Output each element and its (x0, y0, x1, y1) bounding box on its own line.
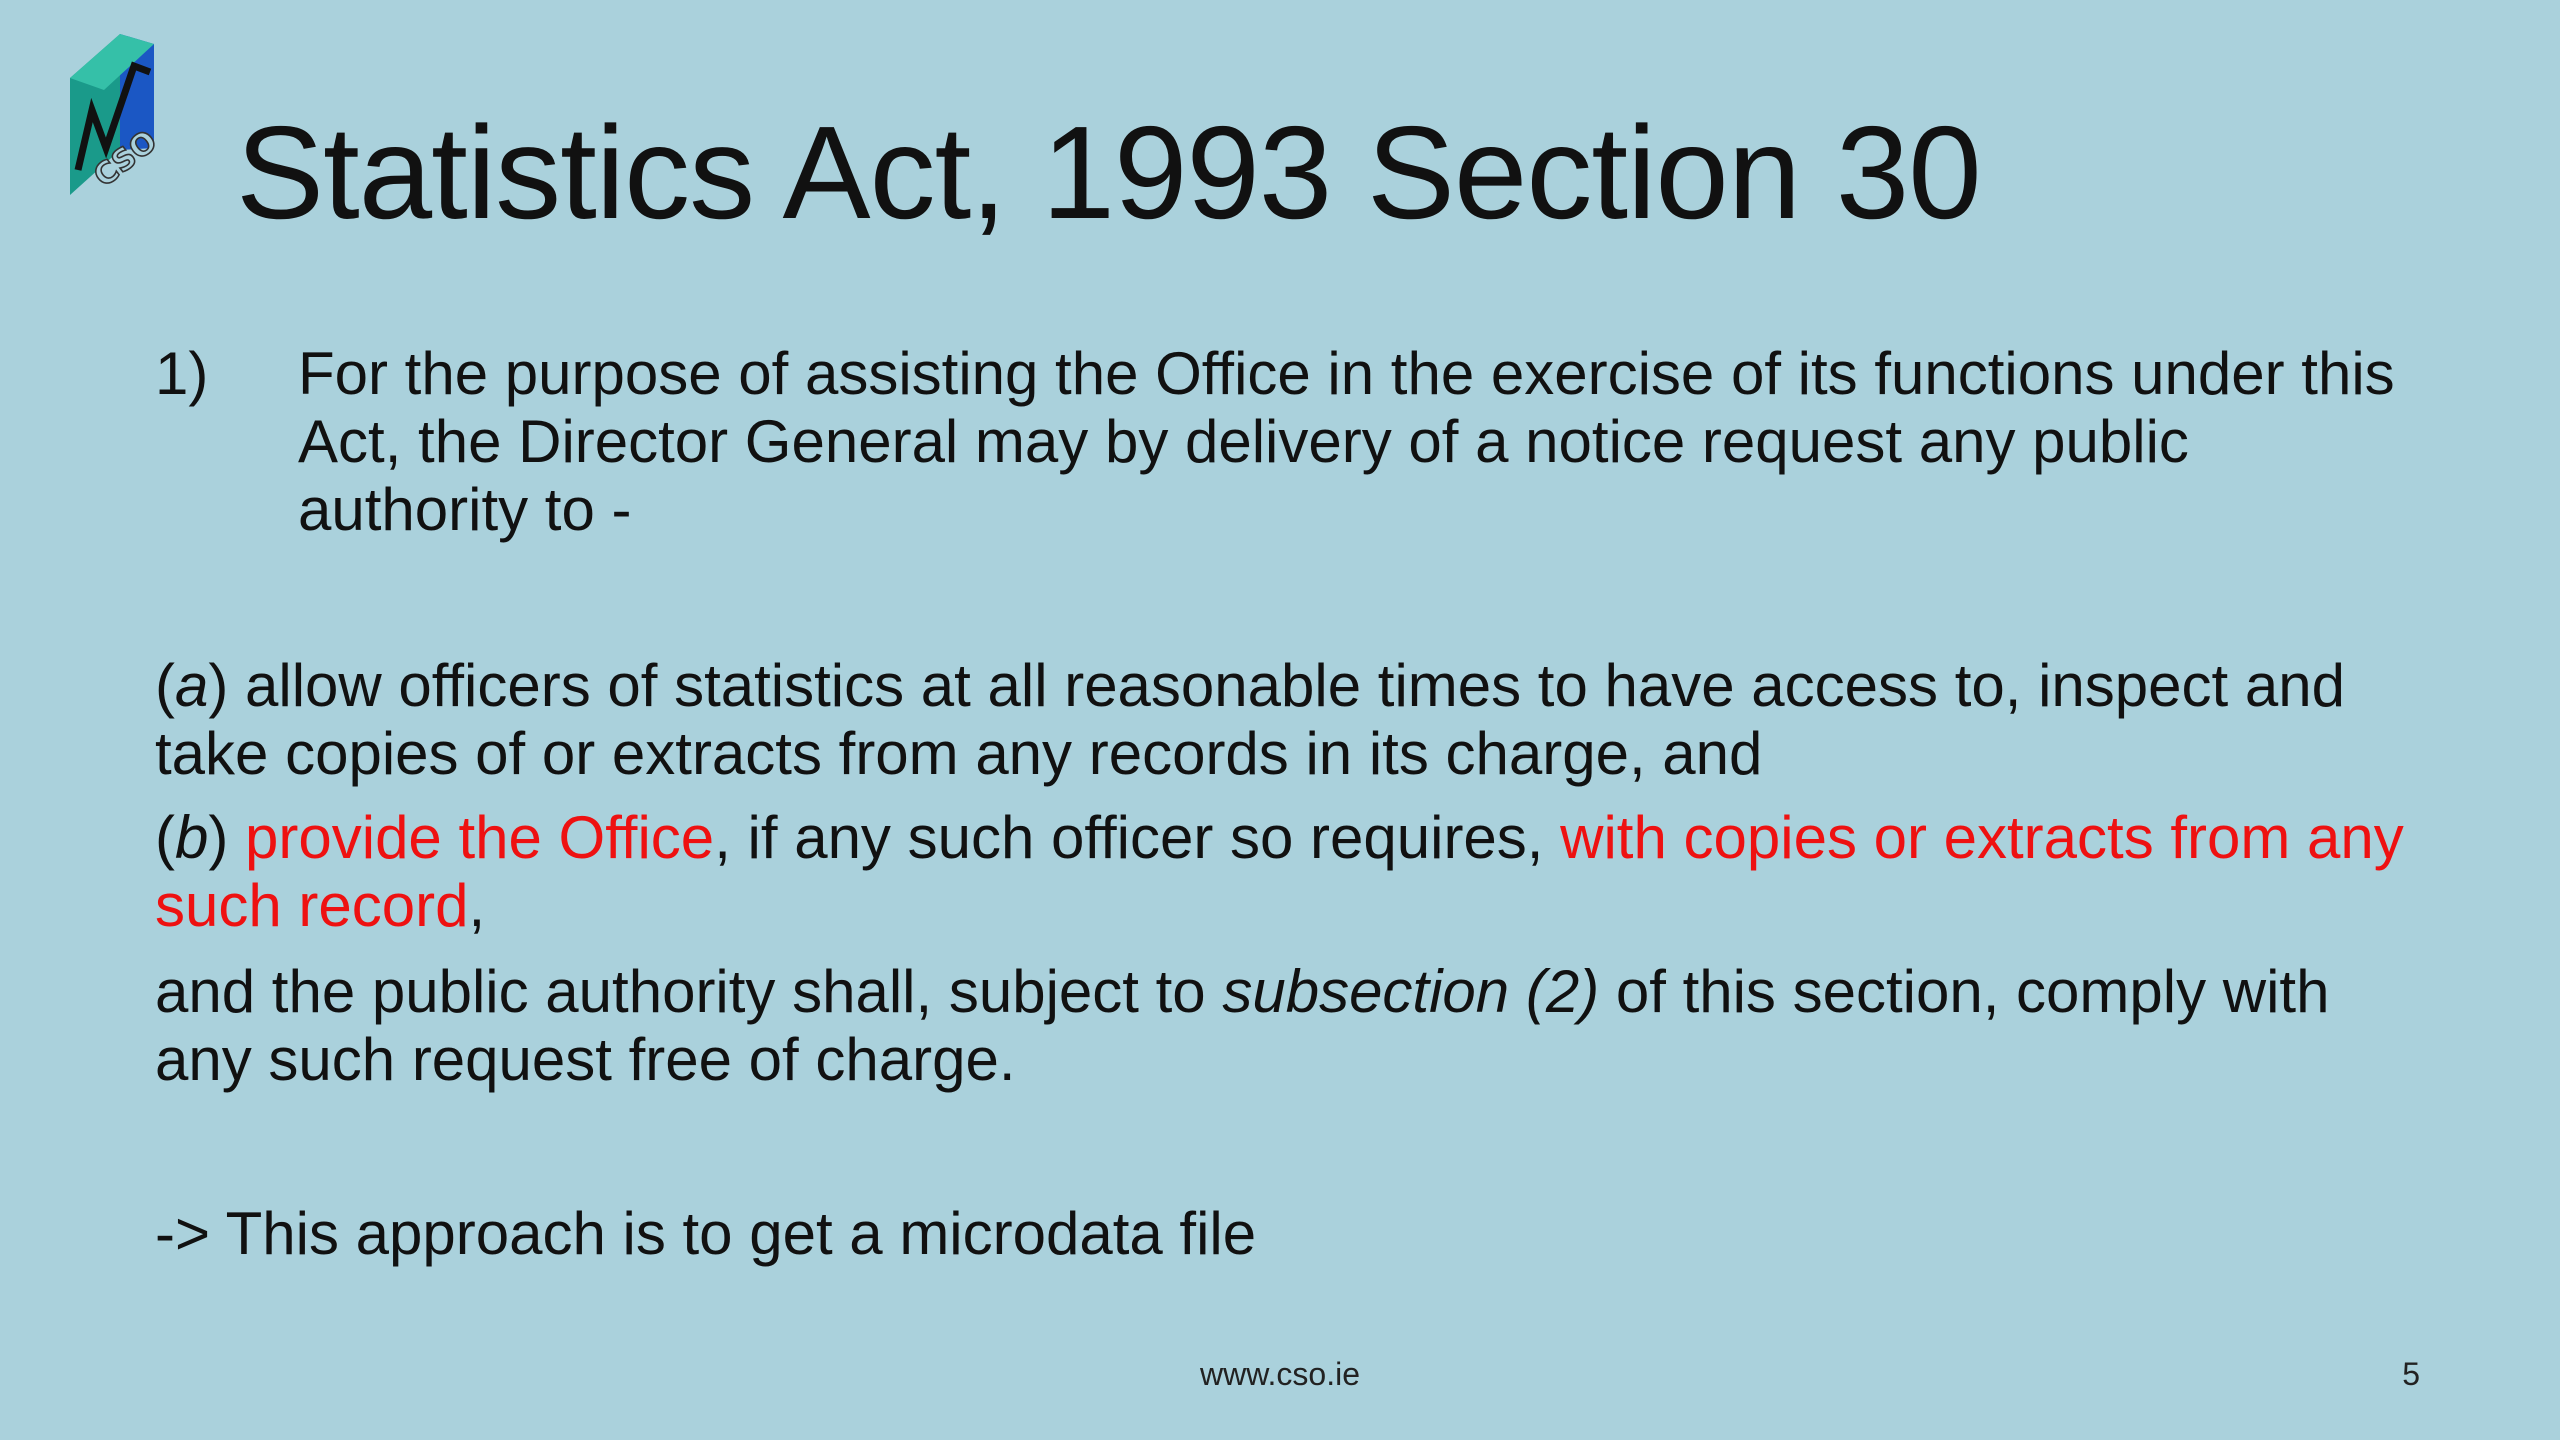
cso-logo-icon (62, 30, 182, 200)
paragraph-a-text: ) allow officers of statistics at all reasonable times to have access to, inspect and take copies of or extracts from any records in its charge, and (155, 652, 2345, 787)
svg-text:CSO: CSO (87, 123, 164, 195)
paragraph-a: (a) allow officers of statistics at all reasonable times to have access to, inspect and take copies of or extracts from any records in its charge, and (155, 652, 2345, 787)
paragraph-b-middle: , if any such officer so requires, (714, 804, 1561, 871)
slide-body (155, 340, 2415, 1268)
section-1-text: For the purpose of assisting the Office in the exercise of its functions under this Act, the Director General may by delivery of a notice request any public authority to - (298, 340, 2395, 543)
paragraph-a-letter: a (174, 652, 209, 719)
highlight-copies-extracts: with copies or extracts from any such record (155, 804, 2404, 939)
section-number: 1) (155, 340, 209, 407)
footer-url: www.cso.ie (1199, 1356, 1361, 1392)
paragraph-c: and the public authority shall, subject to subsection (2) of this section, comply with any such request free of charge. (155, 958, 2330, 1093)
paragraph-b: (b) provide the Office, if any such officer so requires, with copies or extracts from any such record, (155, 804, 2404, 939)
page-number: 5 (2402, 1356, 2420, 1392)
paragraph-b-letter: b (174, 804, 209, 871)
slide-title: Statistics Act, 1993 Section 30 (236, 99, 1981, 246)
section-1 (155, 340, 2415, 544)
subsection-reference: subsection (2) (1222, 958, 1600, 1025)
highlight-provide-office: provide the Office (245, 804, 715, 871)
microdata-note: -> This approach is to get a microdata file (155, 1200, 1257, 1267)
